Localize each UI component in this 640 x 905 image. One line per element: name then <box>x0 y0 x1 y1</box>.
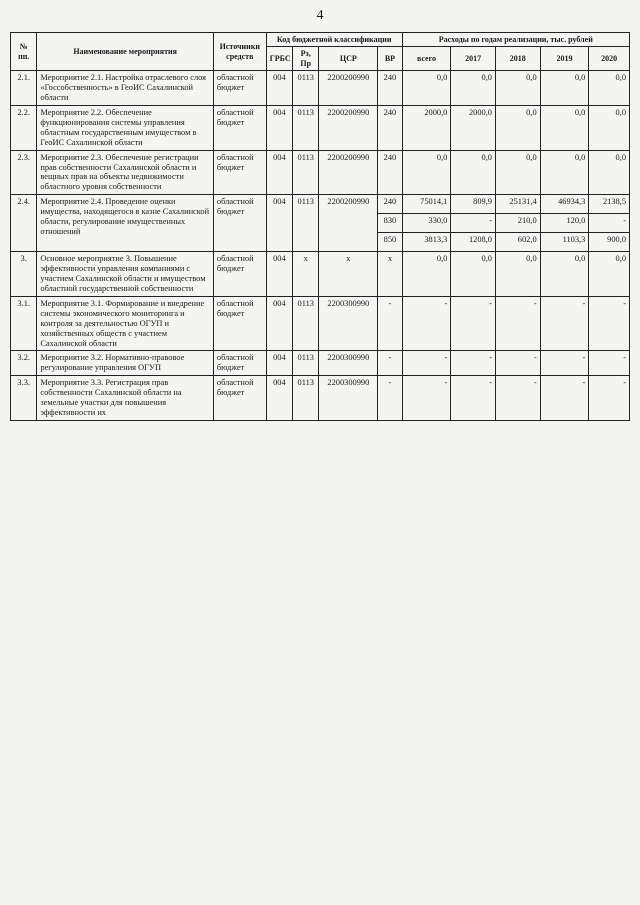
row-grbs: 004 <box>266 351 292 376</box>
row-name: Мероприятие 3.3. Регистрация прав собственности Сахалинской области на земельные участки для повышения эффективности их <box>37 376 214 421</box>
table-row <box>11 376 630 421</box>
row-name: Мероприятие 3.1. Формирование и внедрение системы экономического мониторинга и контроля за деятельностью ОГУП и хозяйственных обществ с участием Сахалинской области <box>37 296 214 351</box>
table-row <box>11 106 630 151</box>
row-2018: - <box>495 351 540 376</box>
row-source: областной бюджет <box>213 376 266 421</box>
row-name: Мероприятие 2.3. Обеспечение регистрации прав собственности Сахалинской области и вещных прав на объекты недвижимости областного уровня собственности <box>37 150 214 195</box>
row-num: 3.1. <box>11 296 37 351</box>
table-row <box>11 150 630 195</box>
header-csr: ЦСР <box>319 47 378 71</box>
row-grbs: 004 <box>266 195 292 252</box>
row-2020: - <box>589 351 630 376</box>
row-csr: 2200200990 <box>319 150 378 195</box>
row-vr: 240 <box>378 195 402 214</box>
row-source: областной бюджет <box>213 195 266 252</box>
row-2019: - <box>540 376 589 421</box>
row-csr: 2200300990 <box>319 351 378 376</box>
row-rzpr: 0113 <box>293 71 319 106</box>
row-rzpr: 0113 <box>293 106 319 151</box>
budget-table <box>10 32 630 421</box>
row-total: 3813,3 <box>402 233 451 252</box>
row-vr: 240 <box>378 106 402 151</box>
row-vr: 850 <box>378 233 402 252</box>
row-vr: 240 <box>378 71 402 106</box>
row-rzpr: х <box>293 252 319 297</box>
row-total: 2000,0 <box>402 106 451 151</box>
header-2020: 2020 <box>589 47 630 71</box>
row-2018: 0,0 <box>495 252 540 297</box>
row-csr: 2200200990 <box>319 195 378 252</box>
table-row <box>11 351 630 376</box>
row-csr: 2200300990 <box>319 296 378 351</box>
row-num: 2.4. <box>11 195 37 252</box>
row-grbs: 004 <box>266 71 292 106</box>
header-2019: 2019 <box>540 47 589 71</box>
row-2019: 0,0 <box>540 71 589 106</box>
table-row <box>11 195 630 214</box>
row-csr: 2200200990 <box>319 106 378 151</box>
row-rzpr: 0113 <box>293 195 319 252</box>
row-2019: 1103,3 <box>540 233 589 252</box>
table-row <box>11 296 630 351</box>
row-2017: 809,9 <box>451 195 496 214</box>
row-2019: 46934,3 <box>540 195 589 214</box>
row-name: Мероприятие 2.4. Проведение оценки имущества, находящегося в казне Сахалинской области, регулирование имущественных отношений <box>37 195 214 252</box>
row-total: - <box>402 376 451 421</box>
row-2020: 0,0 <box>589 106 630 151</box>
row-vr: 240 <box>378 150 402 195</box>
row-2018: - <box>495 296 540 351</box>
header-vr: ВР <box>378 47 402 71</box>
row-2019: 0,0 <box>540 106 589 151</box>
row-name: Мероприятие 2.2. Обеспечение функционирования системы управления областным государственным имуществом в ГеоИС Сахалинской области <box>37 106 214 151</box>
row-2017: - <box>451 351 496 376</box>
row-2020: 2138,5 <box>589 195 630 214</box>
row-grbs: 004 <box>266 106 292 151</box>
row-2019: - <box>540 351 589 376</box>
row-name: Мероприятие 2.1. Настройка отраслевого слоя «Госсобственность» в ГеоИС Сахалинской области <box>37 71 214 106</box>
header-total: всего <box>402 47 451 71</box>
row-2020: 0,0 <box>589 252 630 297</box>
row-2018: 0,0 <box>495 150 540 195</box>
row-2019: - <box>540 296 589 351</box>
table-header-row <box>11 33 630 47</box>
row-name: Мероприятие 3.2. Нормативно-правовое регулирование управления ОГУП <box>37 351 214 376</box>
row-vr: х <box>378 252 402 297</box>
row-2017: 2000,0 <box>451 106 496 151</box>
row-2020: 0,0 <box>589 71 630 106</box>
row-total: 330,0 <box>402 214 451 233</box>
row-source: областной бюджет <box>213 150 266 195</box>
row-2018: 0,0 <box>495 71 540 106</box>
row-num: 3. <box>11 252 37 297</box>
row-num: 3.3. <box>11 376 37 421</box>
row-num: 2.1. <box>11 71 37 106</box>
header-grbs: ГРБС <box>266 47 292 71</box>
header-num: № пп. <box>11 33 37 71</box>
row-total: 75014,1 <box>402 195 451 214</box>
row-name: Основное мероприятие 3. Повышение эффективности управления компаниями с участием Сахалинской области и имуществом областной государственной собственности <box>37 252 214 297</box>
row-vr: 830 <box>378 214 402 233</box>
row-total: 0,0 <box>402 150 451 195</box>
row-total: 0,0 <box>402 71 451 106</box>
row-2018: 602,0 <box>495 233 540 252</box>
header-rzpr: Рз, Пр <box>293 47 319 71</box>
row-2018: 210,0 <box>495 214 540 233</box>
row-2020: - <box>589 296 630 351</box>
table-row <box>11 71 630 106</box>
row-2019: 120,0 <box>540 214 589 233</box>
row-2018: 25131,4 <box>495 195 540 214</box>
header-source: Источники средств <box>213 33 266 71</box>
row-grbs: 004 <box>266 376 292 421</box>
page-number: 4 <box>316 8 324 23</box>
row-num: 2.3. <box>11 150 37 195</box>
table-row <box>11 252 630 297</box>
row-rzpr: 0113 <box>293 296 319 351</box>
row-vr: - <box>378 376 402 421</box>
header-name: Наименование мероприятия <box>37 33 214 71</box>
row-source: областной бюджет <box>213 351 266 376</box>
header-2018: 2018 <box>495 47 540 71</box>
row-total: - <box>402 351 451 376</box>
row-2018: - <box>495 376 540 421</box>
row-grbs: 004 <box>266 296 292 351</box>
row-csr: х <box>319 252 378 297</box>
row-2017: - <box>451 376 496 421</box>
row-2020: 900,0 <box>589 233 630 252</box>
row-source: областной бюджет <box>213 71 266 106</box>
row-rzpr: 0113 <box>293 376 319 421</box>
header-2017: 2017 <box>451 47 496 71</box>
row-vr: - <box>378 351 402 376</box>
row-csr: 2200300990 <box>319 376 378 421</box>
row-2020: - <box>589 376 630 421</box>
row-source: областной бюджет <box>213 296 266 351</box>
row-2018: 0,0 <box>495 106 540 151</box>
row-grbs: 004 <box>266 252 292 297</box>
row-2019: 0,0 <box>540 252 589 297</box>
header-expenses: Расходы по годам реализации, тыс. рублей <box>402 33 629 47</box>
row-rzpr: 0113 <box>293 351 319 376</box>
row-2017: 1208,0 <box>451 233 496 252</box>
row-total: - <box>402 296 451 351</box>
row-source: областной бюджет <box>213 106 266 151</box>
header-budget-code: Код бюджетной классификации <box>266 33 402 47</box>
row-2017: 0,0 <box>451 71 496 106</box>
row-csr: 2200200990 <box>319 71 378 106</box>
row-2017: - <box>451 214 496 233</box>
row-total: 0,0 <box>402 252 451 297</box>
row-grbs: 004 <box>266 150 292 195</box>
row-2017: - <box>451 296 496 351</box>
row-2020: - <box>589 214 630 233</box>
row-num: 3.2. <box>11 351 37 376</box>
row-2017: 0,0 <box>451 150 496 195</box>
row-num: 2.2. <box>11 106 37 151</box>
row-source: областной бюджет <box>213 252 266 297</box>
row-2019: 0,0 <box>540 150 589 195</box>
row-2017: 0,0 <box>451 252 496 297</box>
row-2020: 0,0 <box>589 150 630 195</box>
row-rzpr: 0113 <box>293 150 319 195</box>
row-vr: - <box>378 296 402 351</box>
